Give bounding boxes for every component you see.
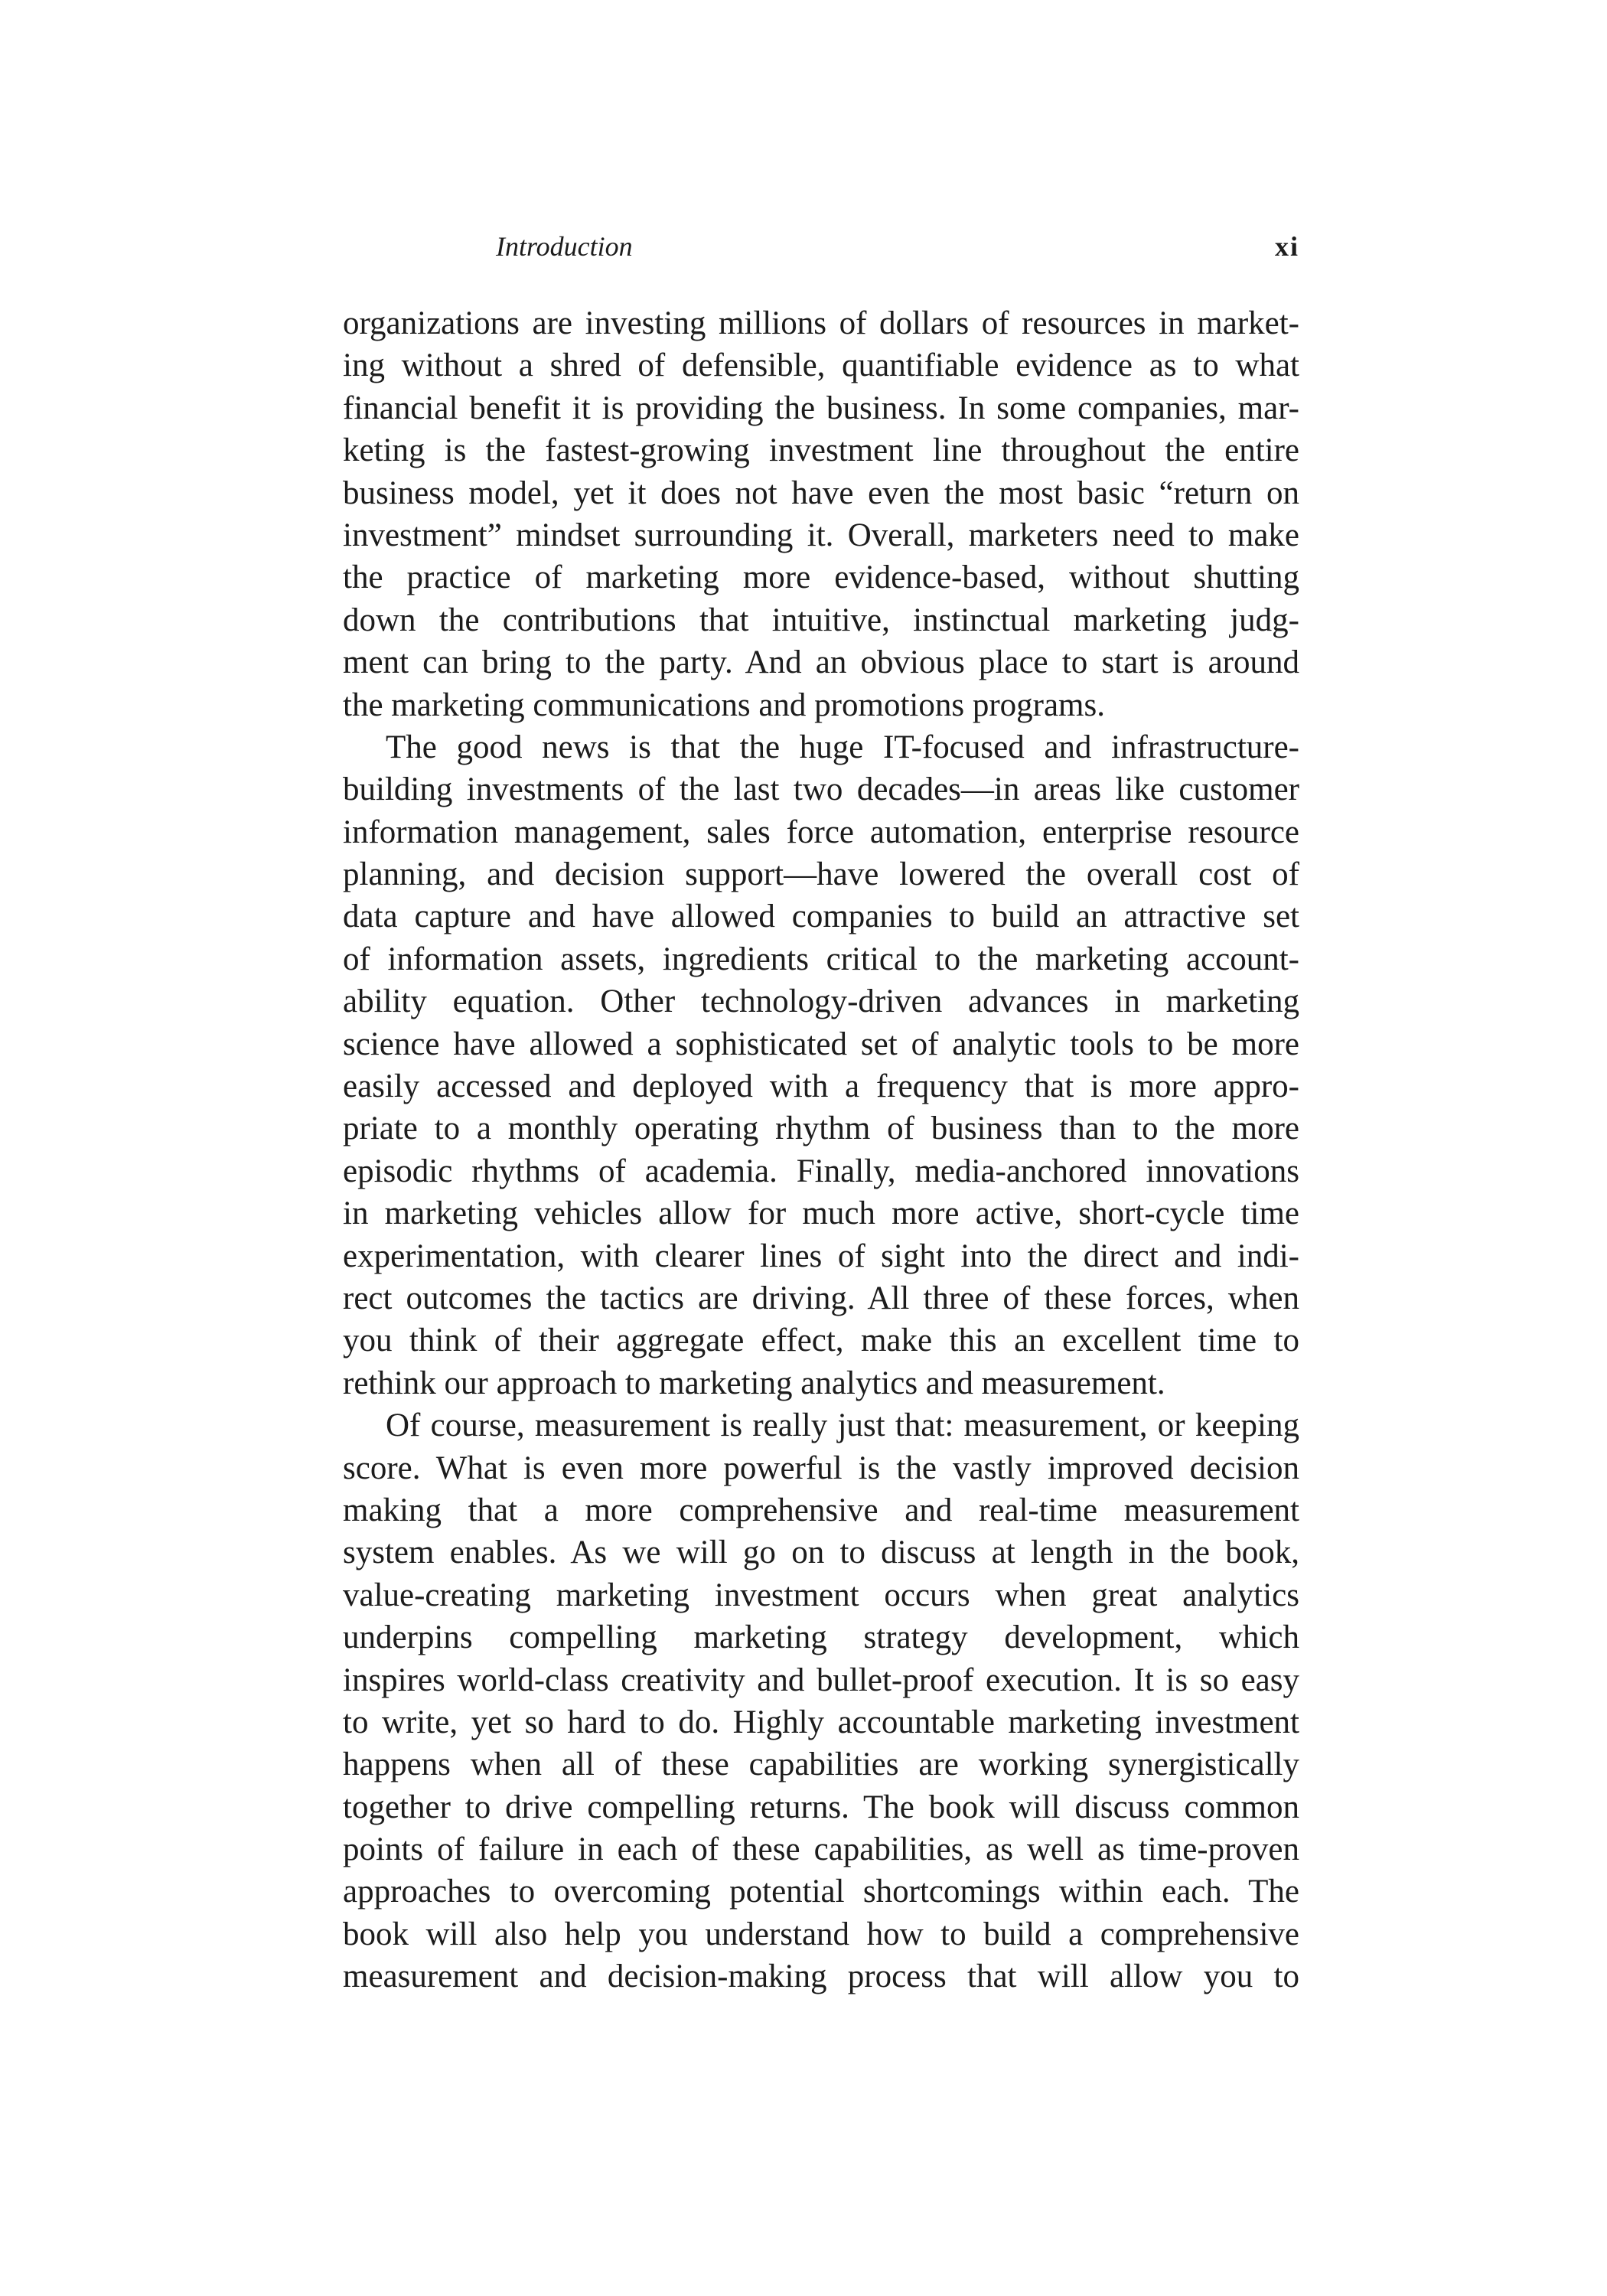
text-line: planning, and decision support—have lowered the overall cost of bbox=[343, 856, 1299, 893]
paragraph bbox=[343, 302, 1299, 726]
text-line: book will also help you understand how to build a comprehensive bbox=[343, 1916, 1299, 1952]
text-line: keting is the fastest-growing investment line throughout the entire bbox=[343, 432, 1299, 469]
text-line: experimentation, with clearer lines of sight into the direct and indi- bbox=[343, 1238, 1299, 1274]
text-line: ing without a shred of defensible, quantifiable evidence as to what bbox=[343, 347, 1299, 384]
text-line: score. What is even more powerful is the vastly improved decision bbox=[343, 1450, 1299, 1486]
text-line: making that a more comprehensive and real-time measurement bbox=[343, 1492, 1299, 1528]
text-line: episodic rhythms of academia. Finally, media-anchored innovations bbox=[343, 1153, 1299, 1189]
text-line: value-creating marketing investment occurs when great analytics bbox=[343, 1577, 1299, 1613]
text-line: measurement and decision-making process that will allow you to bbox=[343, 1958, 1299, 1995]
text-line: data capture and have allowed companies to build an attractive set bbox=[343, 899, 1299, 935]
text-line: together to drive compelling returns. The book will discuss common bbox=[343, 1789, 1299, 1825]
text-line: in marketing vehicles allow for much more active, short-cycle time bbox=[343, 1195, 1299, 1232]
page-number: xi bbox=[1274, 231, 1299, 262]
text-line: information management, sales force automation, enterprise resource bbox=[343, 814, 1299, 850]
running-title: Introduction bbox=[496, 231, 633, 262]
text-line: the marketing communications and promotions programs. bbox=[343, 687, 1105, 723]
paragraph bbox=[343, 726, 1299, 1404]
text-line: underpins compelling marketing strategy development, which bbox=[343, 1619, 1299, 1656]
text-line: The good news is that the huge IT-focused and infrastructure- bbox=[386, 729, 1299, 765]
text-line: science have allowed a sophisticated set of analytic tools to be more bbox=[343, 1026, 1299, 1062]
running-head bbox=[343, 227, 1299, 266]
text-line: ment can bring to the party. And an obvious place to start is around bbox=[343, 644, 1299, 681]
text-line: of information assets, ingredients critical to the marketing account- bbox=[343, 941, 1299, 977]
text-line: financial benefit it is providing the business. In some companies, mar- bbox=[343, 390, 1299, 426]
text-line: inspires world-class creativity and bullet-proof execution. It is so easy bbox=[343, 1662, 1299, 1698]
text-line: happens when all of these capabilities are working synergistically bbox=[343, 1746, 1299, 1783]
text-line: you think of their aggregate effect, make this an excellent time to bbox=[343, 1322, 1299, 1359]
text-line: investment” mindset surrounding it. Overall, marketers need to make bbox=[343, 517, 1299, 553]
text-line: rethink our approach to marketing analytics and measurement. bbox=[343, 1365, 1165, 1401]
paragraph bbox=[343, 1404, 1299, 1998]
text-line: the practice of marketing more evidence-based, without shutting bbox=[343, 559, 1299, 596]
text-line: organizations are investing millions of dollars of resources in market- bbox=[343, 305, 1299, 341]
text-line: to write, yet so hard to do. Highly accountable marketing investment bbox=[343, 1704, 1299, 1740]
text-line: approaches to overcoming potential shortcomings within each. The bbox=[343, 1874, 1299, 1910]
text-line: system enables. As we will go on to discuss at length in the book, bbox=[343, 1534, 1299, 1571]
text-line: priate to a monthly operating rhythm of business than to the more bbox=[343, 1110, 1299, 1147]
text-line: ability equation. Other technology-driven advances in marketing bbox=[343, 983, 1299, 1020]
text-line: points of failure in each of these capabilities, as well as time-proven bbox=[343, 1831, 1299, 1868]
text-line: down the contributions that intuitive, instinctual marketing judg- bbox=[343, 602, 1299, 638]
body-text bbox=[343, 302, 1299, 1998]
text-line: Of course, measurement is really just that: measurement, or keeping bbox=[386, 1407, 1299, 1444]
text-line: building investments of the last two decades—in areas like customer bbox=[343, 771, 1299, 808]
text-line: easily accessed and deployed with a frequency that is more appro- bbox=[343, 1068, 1299, 1105]
text-line: rect outcomes the tactics are driving. All three of these forces, when bbox=[343, 1280, 1299, 1316]
text-line: business model, yet it does not have even the most basic “return on bbox=[343, 475, 1299, 511]
